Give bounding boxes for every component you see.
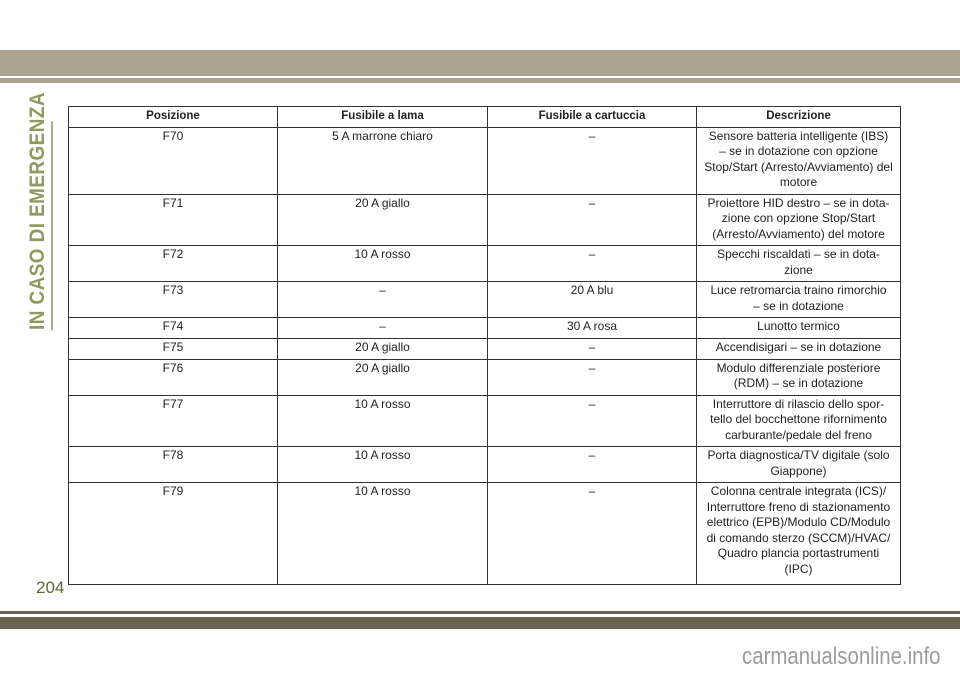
page-number: 204 — [36, 578, 65, 597]
cell-posizione: F74 — [69, 318, 278, 339]
table-row — [69, 483, 901, 585]
table-row — [69, 194, 901, 246]
cell-descrizione: Proiettore HID destro – se in dota- zione con opzione Stop/Start (Arresto/Avviamento) del motore — [697, 194, 901, 246]
watermark: carmanualsonline.info — [741, 643, 940, 670]
cell-posizione: F73 — [69, 282, 278, 318]
cell-descrizione: Accendisigari – se in dotazione — [697, 338, 901, 359]
cell-posizione: F76 — [69, 359, 278, 395]
cell-fusibile-lama: 10 A rosso — [278, 246, 488, 282]
cell-fusibile-cartuccia: 30 A rosa — [488, 318, 697, 339]
cell-descrizione: Sensore batteria intelligente (IBS) – se in dotazione con opzione Stop/Start (Arresto/Avviamento) del motore — [697, 127, 901, 194]
cell-fusibile-lama: – — [278, 282, 488, 318]
footer-stripe — [0, 611, 960, 614]
cell-fusibile-lama: 20 A giallo — [278, 194, 488, 246]
table-row — [69, 246, 901, 282]
cell-descrizione: Specchi riscaldati – se in dota- zione — [697, 246, 901, 282]
cell-fusibile-lama: 10 A rosso — [278, 395, 488, 447]
fuse-table — [68, 106, 901, 585]
cell-fusibile-cartuccia: – — [488, 194, 697, 246]
cell-fusibile-cartuccia: 20 A blu — [488, 282, 697, 318]
cell-fusibile-cartuccia: – — [488, 359, 697, 395]
table-row — [69, 395, 901, 447]
cell-posizione: F75 — [69, 338, 278, 359]
cell-fusibile-lama: 20 A giallo — [278, 359, 488, 395]
cell-fusibile-lama: 10 A rosso — [278, 447, 488, 483]
cell-descrizione: Lunotto termico — [697, 318, 901, 339]
header-posizione: Posizione — [69, 107, 278, 128]
cell-descrizione: Interruttore di rilascio dello spor- tello del bocchettone rifornimento carburante/pedale del freno — [697, 395, 901, 447]
header-band — [0, 50, 960, 76]
cell-fusibile-cartuccia: – — [488, 447, 697, 483]
cell-fusibile-cartuccia: – — [488, 338, 697, 359]
cell-posizione: F79 — [69, 483, 278, 585]
cell-posizione: F77 — [69, 395, 278, 447]
cell-fusibile-cartuccia: – — [488, 246, 697, 282]
table-row — [69, 318, 901, 339]
table-row — [69, 447, 901, 483]
cell-fusibile-lama: – — [278, 318, 488, 339]
cell-posizione: F71 — [69, 194, 278, 246]
cell-fusibile-cartuccia: – — [488, 483, 697, 585]
cell-fusibile-lama: 20 A giallo — [278, 338, 488, 359]
cell-fusibile-lama: 10 A rosso — [278, 483, 488, 585]
header-fusibile-lama: Fusibile a lama — [278, 107, 488, 128]
cell-descrizione: Luce retromarcia traino rimorchio – se in dotazione — [697, 282, 901, 318]
header-stripe — [0, 78, 960, 83]
header-descrizione: Descrizione — [697, 107, 901, 128]
table-row — [69, 127, 901, 194]
cell-descrizione: Modulo differenziale posteriore (RDM) – se in dotazione — [697, 359, 901, 395]
cell-fusibile-cartuccia: – — [488, 127, 697, 194]
table-row — [69, 282, 901, 318]
cell-posizione: F70 — [69, 127, 278, 194]
table-row — [69, 359, 901, 395]
section-title: IN CASO DI EMERGENZA — [26, 121, 53, 330]
cell-fusibile-cartuccia: – — [488, 395, 697, 447]
cell-descrizione: Colonna centrale integrata (ICS)/ Interruttore freno di stazionamento elettrico (EPB)/Modulo CD/Modulo di comando sterzo (SCCM)/HVAC/ Quadro plancia portastrumenti (IPC) — [697, 483, 901, 585]
cell-fusibile-lama: 5 A marrone chiaro — [278, 127, 488, 194]
table-row — [69, 338, 901, 359]
header-fusibile-cartuccia: Fusibile a cartuccia — [488, 107, 697, 128]
cell-descrizione: Porta diagnostica/TV digitale (solo Giappone) — [697, 447, 901, 483]
footer-band — [0, 617, 960, 629]
cell-posizione: F72 — [69, 246, 278, 282]
table-header-row — [69, 107, 901, 128]
cell-posizione: F78 — [69, 447, 278, 483]
